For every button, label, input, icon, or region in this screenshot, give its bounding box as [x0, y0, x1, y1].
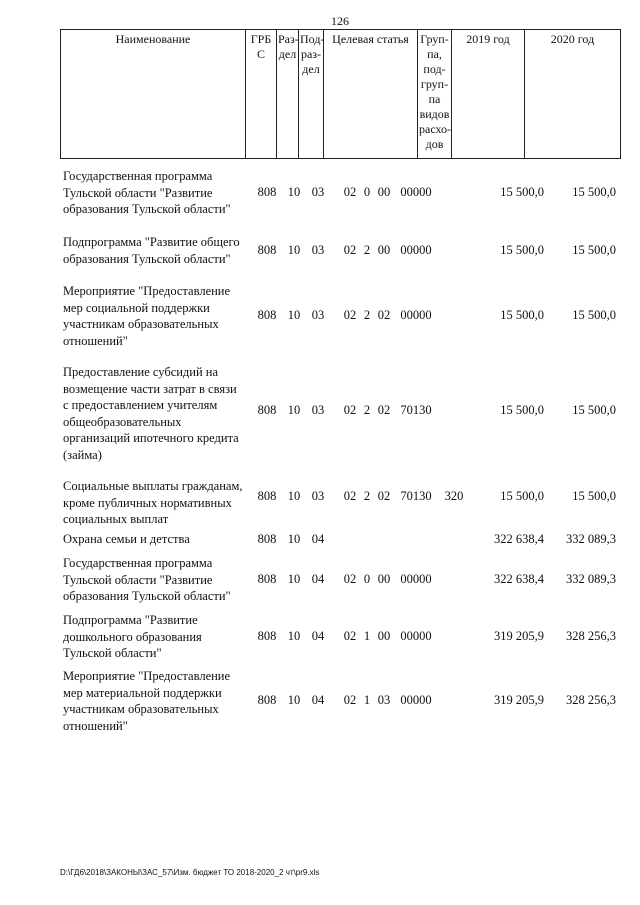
amount-2020: 328 256,3 [566, 629, 616, 643]
amount-2019: 15 500,0 [500, 243, 544, 257]
target-direction-cell: 00000 [400, 693, 432, 707]
razdel-cell: 10 [287, 629, 301, 643]
podrazdel-cell: 04 [311, 629, 325, 643]
target-program-cell: 02 [343, 243, 357, 257]
table-row [60, 555, 620, 603]
table-row [60, 364, 620, 462]
razdel-cell: 10 [287, 185, 301, 199]
podrazdel-cell: 03 [311, 403, 325, 417]
amount-2019: 15 500,0 [500, 403, 544, 417]
target-program-cell: 02 [343, 629, 357, 643]
target-direction-cell: 70130 [400, 489, 432, 503]
grbs-cell: 808 [257, 572, 277, 586]
target-program-cell: 02 [343, 185, 357, 199]
target-event-cell: 00 [377, 243, 391, 257]
column-header-target: Целевая статья [324, 30, 418, 159]
target-subprogram-cell: 2 [363, 308, 371, 322]
podrazdel-cell: 04 [311, 572, 325, 586]
table-row [60, 168, 620, 216]
razdel-cell: 10 [287, 243, 301, 257]
column-header-podrazdel: Под-раз-дел [299, 30, 324, 159]
column-header-group: Груп-па, под-груп-па видов расхо-дов [418, 30, 452, 159]
target-event-cell: 00 [377, 572, 391, 586]
target-subprogram-cell: 0 [363, 572, 371, 586]
column-header-2019: 2019 год [452, 30, 525, 159]
amount-2020: 332 089,3 [566, 532, 616, 546]
razdel-cell: 10 [287, 308, 301, 322]
row-name: Предоставление субсидий на возмещение части затрат в связи с предоставлением учителям общеобразовательных организаций ипотечного кредита (займа) [63, 365, 239, 462]
row-name: Мероприятие "Предоставление мер материальной поддержки участникам образовательных отношений" [63, 669, 231, 733]
razdel-cell: 10 [287, 403, 301, 417]
target-event-cell: 02 [377, 308, 391, 322]
group-cell: 320 [444, 489, 464, 503]
amount-2020: 15 500,0 [572, 489, 616, 503]
amount-2019: 319 205,9 [494, 693, 544, 707]
amount-2020: 15 500,0 [572, 308, 616, 322]
podrazdel-cell: 04 [311, 532, 325, 546]
target-subprogram-cell: 2 [363, 489, 371, 503]
row-name: Государственная программа Тульской области "Развитие образования Тульской области" [63, 169, 231, 216]
page-number: 126 [331, 14, 349, 28]
target-direction-cell: 00000 [400, 243, 432, 257]
grbs-cell: 808 [257, 185, 277, 199]
razdel-cell: 10 [287, 572, 301, 586]
target-direction-cell: 00000 [400, 629, 432, 643]
row-name: Охрана семьи и детства [63, 532, 190, 546]
footer-file-path: D:\ГД6\2018\ЗАКОНЫ\ЗАС_57\Изм. бюджет ТО 2018-2020_2 чт\pr9.xls [60, 868, 320, 877]
razdel-cell: 10 [287, 693, 301, 707]
amount-2019: 322 638,4 [494, 532, 544, 546]
target-direction-cell: 00000 [400, 308, 432, 322]
row-name: Подпрограмма "Развитие общего образования Тульской области" [63, 235, 240, 266]
amount-2019: 15 500,0 [500, 308, 544, 322]
target-event-cell: 00 [377, 185, 391, 199]
row-name: Государственная программа Тульской области "Развитие образования Тульской области" [63, 556, 231, 603]
amount-2019: 322 638,4 [494, 572, 544, 586]
column-header-grbs: ГРБ С [246, 30, 277, 159]
amount-2020: 15 500,0 [572, 185, 616, 199]
amount-2020: 15 500,0 [572, 403, 616, 417]
grbs-cell: 808 [257, 489, 277, 503]
amount-2019: 15 500,0 [500, 489, 544, 503]
target-program-cell: 02 [343, 693, 357, 707]
target-program-cell: 02 [343, 403, 357, 417]
grbs-cell: 808 [257, 532, 277, 546]
grbs-cell: 808 [257, 308, 277, 322]
amount-2019: 15 500,0 [500, 185, 544, 199]
amount-2020: 328 256,3 [566, 693, 616, 707]
amount-2020: 15 500,0 [572, 243, 616, 257]
target-subprogram-cell: 1 [363, 693, 371, 707]
target-direction-cell: 00000 [400, 185, 432, 199]
grbs-cell: 808 [257, 629, 277, 643]
grbs-cell: 808 [257, 693, 277, 707]
amount-2019: 319 205,9 [494, 629, 544, 643]
podrazdel-cell: 03 [311, 185, 325, 199]
row-name: Социальные выплаты гражданам, кроме публичных нормативных социальных выплат [63, 479, 243, 526]
target-direction-cell: 70130 [400, 403, 432, 417]
target-event-cell: 02 [377, 403, 391, 417]
grbs-cell: 808 [257, 243, 277, 257]
table-row [60, 668, 620, 732]
target-subprogram-cell: 1 [363, 629, 371, 643]
amount-2020: 332 089,3 [566, 572, 616, 586]
podrazdel-cell: 03 [311, 243, 325, 257]
razdel-cell: 10 [287, 489, 301, 503]
table-row [60, 234, 620, 266]
target-event-cell: 03 [377, 693, 391, 707]
grbs-cell: 808 [257, 403, 277, 417]
target-subprogram-cell: 2 [363, 403, 371, 417]
target-program-cell: 02 [343, 572, 357, 586]
razdel-cell: 10 [287, 532, 301, 546]
target-subprogram-cell: 2 [363, 243, 371, 257]
target-direction-cell: 00000 [400, 572, 432, 586]
podrazdel-cell: 03 [311, 308, 325, 322]
target-event-cell: 02 [377, 489, 391, 503]
target-program-cell: 02 [343, 308, 357, 322]
table-row [60, 612, 620, 660]
target-event-cell: 00 [377, 629, 391, 643]
table-row [60, 283, 620, 347]
table-row [60, 478, 620, 526]
row-name: Мероприятие "Предоставление мер социальной поддержки участникам образовательных отношений" [63, 284, 231, 348]
table-row [60, 531, 620, 547]
column-header-razdel: Раз-дел [277, 30, 299, 159]
podrazdel-cell: 04 [311, 693, 325, 707]
target-subprogram-cell: 0 [363, 185, 371, 199]
podrazdel-cell: 03 [311, 489, 325, 503]
column-header-2020: 2020 год [525, 30, 621, 159]
row-name: Подпрограмма "Развитие дошкольного образования Тульской области" [63, 613, 202, 660]
target-program-cell: 02 [343, 489, 357, 503]
column-header-name: Наименование [61, 30, 246, 159]
table-header [60, 29, 621, 159]
